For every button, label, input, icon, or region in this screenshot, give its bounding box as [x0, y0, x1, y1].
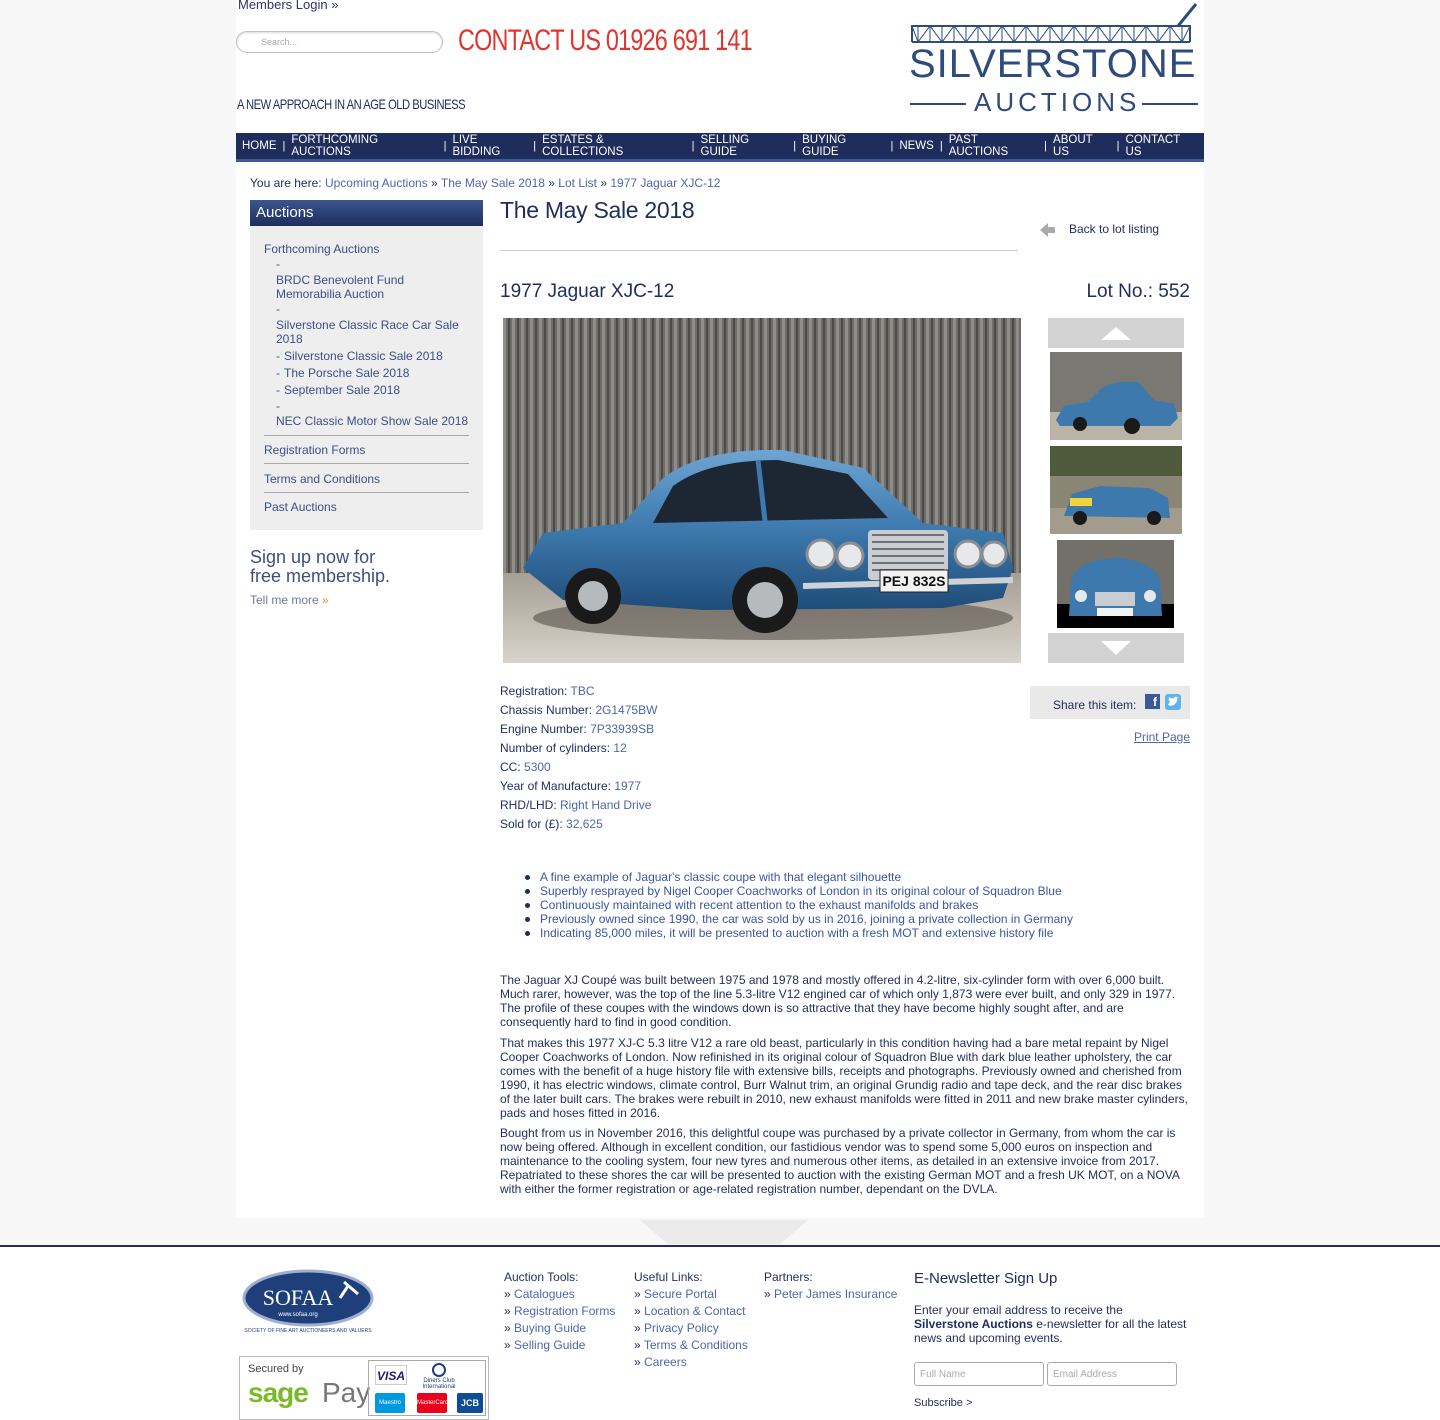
spec-label: Registration:	[500, 684, 568, 698]
tell-me-more-link[interactable]	[250, 593, 329, 607]
description-paragraph: Bought from us in November 2016, this delightful coupe was purchased by a private collector in Germany, from whom the car is now being offered. Although in excellent condition, our fastidious vendor was to spend some 5,000 euros on inspection and maintenance to the cooling system, four new tyres and numerous other items, as detailed in an extensive invoice from 2017. Repatriated to these shores the car will be presented to auction with the existing German MOT and a fresh UK MOT, on a NOVA with either the former registration or age-related registration number, dependant on the DVLA.	[500, 1126, 1180, 1196]
spec-value: 1977	[614, 779, 642, 793]
members-login-link[interactable]: Members Login »	[238, 0, 339, 12]
footer-link-peter-james-insurance[interactable]: » Peter James Insurance	[764, 1287, 898, 1301]
number-plate: PEJ 832S	[882, 573, 946, 589]
list-item: Superbly resprayed by Nigel Cooper Coachworks of London in its original colour of Squadron Blue	[540, 884, 1073, 898]
newsletter-title: E-Newsletter Sign Up	[914, 1270, 1058, 1287]
list-item: Indicating 85,000 miles, it will be presented to auction with a fresh MOT and extensive history file	[540, 926, 1073, 940]
sidebar-registration-forms[interactable]: Registration Forms	[264, 443, 366, 457]
nav-buying-guide[interactable]: BUYING GUIDE	[802, 134, 847, 158]
auction-tools-heading: Auction Tools:	[504, 1270, 579, 1284]
sage-secured-label: Secured by	[248, 1363, 304, 1375]
tagline: A NEW APPROACH IN AN AGE OLD BUSINESS	[237, 96, 466, 112]
divider	[264, 435, 469, 436]
diners-club-icon	[419, 1363, 459, 1389]
thumbnails-scroll-up[interactable]	[1048, 318, 1184, 348]
breadcrumb-sep: »	[431, 176, 438, 190]
thumbnail-3[interactable]	[1057, 540, 1174, 628]
divider	[264, 463, 469, 464]
sidebar-dash: -	[276, 349, 280, 363]
signup-line-1: Sign up now for	[250, 547, 376, 567]
nav-separator: |	[443, 140, 447, 152]
lot-title: 1977 Jaguar XJC-12	[500, 281, 675, 302]
footer-link-location-contact[interactable]: » Location & Contact	[634, 1304, 746, 1318]
spec-label: Engine Number:	[500, 722, 587, 736]
spec-value: 2G1475BW	[595, 703, 658, 717]
divider	[264, 492, 469, 493]
breadcrumb-prefix: You are here:	[250, 176, 322, 190]
list-item: Continuously maintained with recent attention to the exhaust manifolds and brakes	[540, 898, 1073, 912]
spec-row	[500, 817, 657, 836]
thumbnail-image	[1057, 540, 1174, 628]
breadcrumb-may-sale[interactable]: The May Sale 2018	[440, 176, 545, 190]
nav-selling-guide[interactable]: SELLING GUIDE	[700, 134, 750, 158]
facebook-icon[interactable]: f	[1145, 694, 1160, 709]
thumbnail-image	[1050, 352, 1182, 440]
maestro-icon: Maestro	[375, 1393, 405, 1413]
sidebar-forthcoming-auctions[interactable]: Forthcoming Auctions	[264, 242, 380, 256]
spec-row	[500, 722, 657, 741]
nav-about-us[interactable]: ABOUT US	[1053, 134, 1093, 158]
thumbnail-2[interactable]	[1050, 446, 1182, 534]
sidebar-terms[interactable]: Terms and Conditions	[264, 472, 381, 486]
silverstone-logo[interactable]	[908, 2, 1200, 118]
car-photo-image	[503, 318, 1021, 663]
description-paragraph: The Jaguar XJ Coupé was built between 1975 and 1978 and mostly offered in 4.2-litre, six-cylinder form with over 6,000 built. Much rarer, however, was the top of the line 5.3-litre V12 engined car of which only 1,873 were ever built, and only 329 in 1977. The profile of these coupes with the windows down is so attractive that they have become highly sought after, and are consequently hard to find in good condition.	[500, 973, 1176, 1029]
full-name-input[interactable]: Full Name	[914, 1362, 1044, 1386]
contact-phone: CONTACT US 01926 691 141	[458, 24, 752, 57]
spec-label: Sold for (£):	[500, 817, 563, 831]
sidebar-dash: -	[276, 366, 280, 380]
sage-logo: sage	[248, 1377, 308, 1408]
sidebar-item-september-sale[interactable]: September Sale 2018	[284, 383, 401, 397]
sidebar-dash: -	[276, 383, 280, 397]
sidebar-item-race-car-sale[interactable]: Silverstone Classic Race Car Sale 2018	[276, 318, 459, 346]
spec-label: Year of Manufacture:	[500, 779, 611, 793]
spec-label: Chassis Number:	[500, 703, 593, 717]
spec-label: Number of cylinders:	[500, 741, 611, 755]
spec-row	[500, 798, 657, 817]
spec-row	[500, 684, 657, 703]
footer-link-terms[interactable]: » Terms & Conditions	[634, 1338, 748, 1352]
lot-specs	[500, 684, 657, 836]
footer-link-privacy-policy[interactable]: » Privacy Policy	[634, 1321, 719, 1335]
thumbnails-scroll-down[interactable]	[1048, 633, 1184, 663]
breadcrumb-lot-list[interactable]: Lot List	[558, 176, 597, 190]
spec-value: TBC	[570, 684, 595, 698]
sage-pay-badge	[239, 1356, 489, 1420]
sidebar-item-nec-sale[interactable]: NEC Classic Motor Show Sale 2018	[276, 414, 469, 428]
tell-me-more-label: Tell me more	[250, 593, 319, 607]
nav-separator: |	[793, 140, 797, 152]
sofaa-caption: SOCIETY OF FINE ART AUCTIONEERS AND VALUERS	[244, 1328, 372, 1334]
tell-me-more-arrow: »	[322, 593, 329, 607]
search-input[interactable]: Search...	[236, 31, 443, 53]
sidebar-dash: -	[276, 302, 280, 316]
footer-link-buying-guide[interactable]: » Buying Guide	[504, 1321, 587, 1335]
sidebar-item-brdc[interactable]: BRDC Benevolent Fund Memorabilia Auction	[276, 273, 405, 301]
jcb-icon: JCB	[457, 1393, 483, 1413]
sidebar-item-porsche-sale[interactable]: The Porsche Sale 2018	[284, 366, 410, 380]
nav-separator: |	[890, 140, 894, 152]
diners-label: Diners Club International	[422, 1378, 456, 1390]
nav-home[interactable]: HOME	[242, 140, 277, 152]
sidebar-title: Auctions	[250, 200, 483, 226]
sidebar-past-auctions[interactable]: Past Auctions	[264, 500, 337, 514]
sage-pay-logo: Pay	[322, 1377, 371, 1408]
useful-links-heading: Useful Links:	[634, 1270, 703, 1284]
lot-number: Lot No.: 552	[1086, 281, 1190, 302]
main-nav	[236, 133, 1204, 162]
spec-row	[500, 779, 657, 798]
nav-separator: |	[1044, 140, 1048, 152]
spec-row	[500, 703, 657, 722]
breadcrumb-sep: »	[548, 176, 555, 190]
share-label: Share this item:	[1053, 698, 1137, 712]
partners-heading: Partners:	[764, 1270, 813, 1284]
nav-separator: |	[691, 140, 695, 152]
sidebar-menu	[250, 226, 483, 530]
sofaa-url: www.sofaa.org	[278, 1312, 318, 1318]
spec-value: Right Hand Drive	[560, 798, 652, 812]
nav-separator: |	[1116, 140, 1120, 152]
breadcrumb-upcoming-auctions[interactable]: Upcoming Auctions	[324, 176, 428, 190]
nav-past-auctions[interactable]: PAST AUCTIONS	[948, 134, 1009, 158]
thumbnail-image	[1050, 446, 1182, 534]
back-arrow-icon[interactable]	[1040, 223, 1056, 237]
nav-separator: |	[282, 140, 286, 152]
sofaa-name: SOFAA	[262, 1285, 334, 1310]
spec-value: 5300	[524, 760, 551, 774]
spec-label: RHD/LHD:	[500, 798, 557, 812]
thumbnail-1[interactable]	[1050, 352, 1182, 440]
nav-contact-us[interactable]: CONTACT US	[1125, 134, 1181, 158]
nav-separator: |	[533, 140, 537, 152]
breadcrumb-current: 1977 Jaguar XJC-12	[610, 176, 721, 190]
footer-link-registration-forms[interactable]: » Registration Forms	[504, 1304, 616, 1318]
logo-wordmark: SILVERSTONE	[909, 42, 1197, 86]
nav-separator: |	[939, 140, 943, 152]
sidebar-dash: -	[276, 257, 280, 271]
lot-highlights	[540, 870, 1073, 940]
spec-value: 7P33939SB	[590, 722, 655, 736]
sofaa-emblem-icon	[240, 1268, 378, 1338]
logo-subtitle: AUCTIONS	[974, 87, 1141, 117]
print-page-link[interactable]: Print Page	[1133, 730, 1190, 744]
chevron-down-icon	[640, 1218, 808, 1246]
description-paragraph: That makes this 1977 XJ-C 5.3 litre V12 a rare old beast, particularly in this condition having had a bare metal repaint by Nigel Cooper Coachworks of London. Now refinished in its original colour of Squadron Blue with dark blue leather upholstery, the car comes with the benefit of a huge history file with extensive bills, receipts and photographs. Previously owned and cherished from 1990, it has electric windows, climate control, Burr Walnut trim, an original Grundig radio and tape deck, and the rear disc brakes of the later built cars. The brakes were rebuilt in 2010, new exhaust manifolds were fitted in 2011 and new brake master cylinders, pads and hoses fitted in 2016.	[500, 1036, 1188, 1120]
list-item: A fine example of Jaguar's classic coupe with that elegant silhouette	[540, 870, 1073, 884]
divider	[500, 250, 1018, 251]
signup-promo[interactable]	[250, 548, 390, 586]
breadcrumb	[250, 176, 720, 190]
footer	[0, 1247, 1440, 1420]
share-box	[1030, 686, 1190, 719]
visa-icon: VISA	[375, 1365, 407, 1385]
nav-news[interactable]: NEWS	[899, 140, 934, 152]
chevron-down-icon	[1048, 633, 1184, 663]
sidebar-item-classic-sale[interactable]: Silverstone Classic Sale 2018	[284, 349, 443, 363]
card-logos	[368, 1360, 486, 1416]
footer-link-careers[interactable]: » Careers	[634, 1355, 687, 1369]
spec-row	[500, 760, 657, 779]
main-photo[interactable]	[503, 318, 1021, 663]
spec-value: 32,625	[566, 817, 603, 831]
list-item: Previously owned since 1990, the car was sold by us in 2016, joining a private collection in Germany	[540, 912, 1073, 926]
signup-line-2: free membership.	[250, 566, 391, 586]
footer-link-secure-portal[interactable]: » Secure Portal	[634, 1287, 717, 1301]
footer-link-catalogues[interactable]: » Catalogues	[504, 1287, 575, 1301]
footer-link-selling-guide[interactable]: » Selling Guide	[504, 1338, 586, 1352]
back-to-lot-listing[interactable]: Back to lot listing	[1069, 222, 1160, 236]
nav-live-bidding[interactable]: LIVE BIDDING	[452, 134, 501, 158]
twitter-icon[interactable]	[1165, 694, 1181, 710]
spec-value: 12	[613, 741, 627, 755]
spec-row	[500, 741, 657, 760]
spec-label: CC:	[500, 760, 521, 774]
sofaa-logo[interactable]	[240, 1268, 378, 1338]
sidebar-dash: -	[276, 399, 280, 413]
page-title: The May Sale 2018	[500, 197, 695, 223]
subscribe-button[interactable]: Subscribe >	[914, 1397, 973, 1409]
nav-forthcoming-auctions[interactable]: FORTHCOMING AUCTIONS	[291, 134, 379, 158]
email-address-input[interactable]: Email Address	[1047, 1362, 1177, 1386]
breadcrumb-sep: »	[600, 176, 608, 190]
bridge-icon	[908, 2, 1200, 44]
chevron-up-icon	[1048, 318, 1184, 348]
nav-estates-collections[interactable]: ESTATES & COLLECTIONS	[542, 134, 624, 158]
mastercard-icon: MasterCard	[417, 1393, 447, 1413]
newsletter-description: Enter your email address to receive the Silverstone Auctions e-newsletter for all the latest news and upcoming events.	[914, 1303, 1187, 1345]
